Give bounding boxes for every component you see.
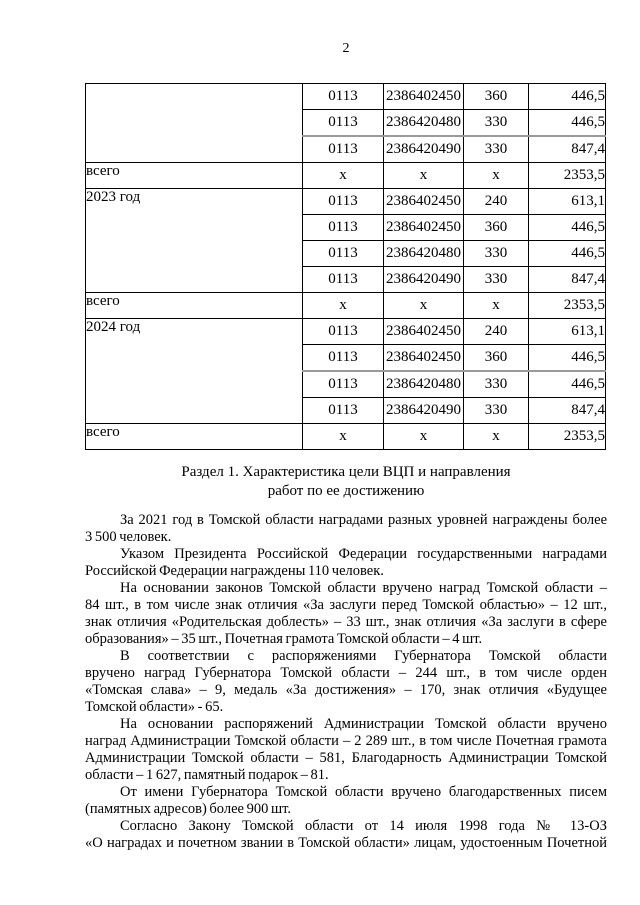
- section-heading-line-2: работ по ее достижению: [267, 483, 425, 499]
- total-label-cell: всего: [86, 293, 303, 319]
- body-text: [85, 512, 607, 852]
- text-line: «О наградах и почетном звании в Томской области» лицам, удостоенным Почетной: [85, 835, 607, 851]
- table-cell: 360: [464, 345, 529, 372]
- year-label-cell: 2024 год: [86, 319, 303, 424]
- paragraph: [85, 546, 607, 580]
- text-line: От имени Губернатора Томской области вручено благодарственных писем: [120, 784, 607, 800]
- table-cell: 330: [464, 267, 529, 293]
- text-line: Согласно Закону Томской области от 14 июля 1998 года № 13-ОЗ: [120, 818, 607, 834]
- table-cell: 2386420480: [384, 241, 464, 267]
- total-mark-cell: x: [303, 163, 384, 189]
- section-heading: [85, 463, 607, 501]
- table-cell: 613,1: [529, 319, 606, 345]
- budget-table: [85, 83, 606, 450]
- table-cell: 0113: [303, 398, 384, 424]
- paragraph: [85, 784, 607, 818]
- table-cell: 330: [464, 110, 529, 137]
- table-cell: 330: [464, 136, 529, 163]
- text-line: 84 шт., в том числе знак отличия «За заслуги перед Томской областью» – 12 шт.,: [85, 597, 607, 613]
- text-line: На основании законов Томской области вручено наград Томской области –: [120, 580, 607, 596]
- table-cell: 360: [464, 84, 529, 110]
- total-mark-cell: x: [384, 424, 464, 450]
- total-mark-cell: x: [384, 163, 464, 189]
- paragraph: [85, 818, 607, 852]
- paragraph: [85, 648, 607, 716]
- table-cell: 330: [464, 398, 529, 424]
- text-line: Администрации Томской области – 581, Благодарность Администрации Томской: [85, 750, 607, 766]
- section-heading-line-1: Раздел 1. Характеристика цели ВЦП и направления: [181, 464, 511, 480]
- total-label-cell: всего: [86, 163, 303, 189]
- table-cell: 240: [464, 189, 529, 215]
- table-cell: 613,1: [529, 189, 606, 215]
- table-row: [86, 84, 606, 110]
- table-cell: 0113: [303, 84, 384, 110]
- table-cell: 2386420490: [384, 136, 464, 163]
- total-value-cell: 2353,5: [529, 163, 606, 189]
- text-line: вручено наград Губернатора Томской области – 244 шт., в том числе орден: [85, 665, 607, 681]
- total-row: [86, 163, 606, 189]
- table-cell: 330: [464, 241, 529, 267]
- table-cell: 360: [464, 215, 529, 241]
- table-cell: 446,5: [529, 241, 606, 267]
- total-mark-cell: x: [464, 424, 529, 450]
- paragraph: [85, 512, 607, 546]
- table-cell: 0113: [303, 241, 384, 267]
- text-line: наград Администрации Томской области – 2 289 шт., в том числе Почетная грамота: [85, 733, 607, 749]
- table-cell: 0113: [303, 189, 384, 215]
- table-cell: 0113: [303, 215, 384, 241]
- year-label-cell: 2023 год: [86, 189, 303, 293]
- text-line: Указом Президента Российской Федерации государственными наградами: [120, 546, 607, 562]
- table-cell: 446,5: [529, 371, 606, 398]
- table-cell: 847,4: [529, 267, 606, 293]
- total-mark-cell: x: [384, 293, 464, 319]
- text-line: области – 1 627, памятный подарок – 81.: [85, 767, 329, 783]
- total-row: [86, 293, 606, 319]
- table-cell: 2386420480: [384, 371, 464, 398]
- table-row: [86, 189, 606, 215]
- text-line: «Томская слава» – 9, медаль «За достижения» – 170, знак отличия «Будущее: [85, 682, 607, 698]
- text-line: образования» – 35 шт., Почетная грамота Томской области – 4 шт.: [85, 631, 483, 647]
- table-cell: 2386402450: [384, 84, 464, 110]
- table-cell: 0113: [303, 371, 384, 398]
- table-cell: 446,5: [529, 110, 606, 137]
- table-cell: 2386420490: [384, 398, 464, 424]
- table-cell: 0113: [303, 136, 384, 163]
- total-mark-cell: x: [464, 293, 529, 319]
- text-line: За 2021 год в Томской области наградами разных уровней награждены более: [120, 512, 607, 528]
- year-label-cell: [86, 84, 303, 163]
- text-line: Российской Федерации награждены 110 человек.: [85, 563, 384, 579]
- total-mark-cell: x: [303, 293, 384, 319]
- table-cell: 2386402450: [384, 215, 464, 241]
- table-cell: 2386420480: [384, 110, 464, 137]
- table-cell: 847,4: [529, 136, 606, 163]
- paragraph: [85, 716, 607, 784]
- table-cell: 847,4: [529, 398, 606, 424]
- total-value-cell: 2353,5: [529, 424, 606, 450]
- table-cell: 0113: [303, 345, 384, 372]
- text-line: знак отличия «Родительская доблесть» – 33 шт., знак отличия «За заслуги в сфере: [85, 614, 607, 630]
- table-cell: 2386402450: [384, 345, 464, 372]
- table-cell: 2386402450: [384, 189, 464, 215]
- page-number: 2: [342, 41, 350, 56]
- table-cell: 0113: [303, 319, 384, 345]
- table-cell: 446,5: [529, 215, 606, 241]
- text-line: 3 500 человек.: [85, 529, 172, 545]
- total-value-cell: 2353,5: [529, 293, 606, 319]
- text-line: На основании распоряжений Администрации Томской области вручено: [120, 716, 607, 732]
- table-cell: 0113: [303, 267, 384, 293]
- table-cell: 446,5: [529, 345, 606, 372]
- total-mark-cell: x: [464, 163, 529, 189]
- table-cell: 240: [464, 319, 529, 345]
- text-line: Томской области» - 65.: [85, 699, 224, 715]
- total-label-cell: всего: [86, 424, 303, 450]
- total-row: [86, 424, 606, 450]
- table-cell: 2386420490: [384, 267, 464, 293]
- text-line: В соответствии с распоряжениями Губернатора Томской области: [120, 648, 607, 664]
- table-cell: 2386402450: [384, 319, 464, 345]
- table-cell: 0113: [303, 110, 384, 137]
- table-cell: 446,5: [529, 84, 606, 110]
- total-mark-cell: x: [303, 424, 384, 450]
- text-line: (памятных адресов) более 900 шт.: [85, 801, 292, 817]
- paragraph: [85, 580, 607, 648]
- table-cell: 330: [464, 371, 529, 398]
- table-row: [86, 319, 606, 345]
